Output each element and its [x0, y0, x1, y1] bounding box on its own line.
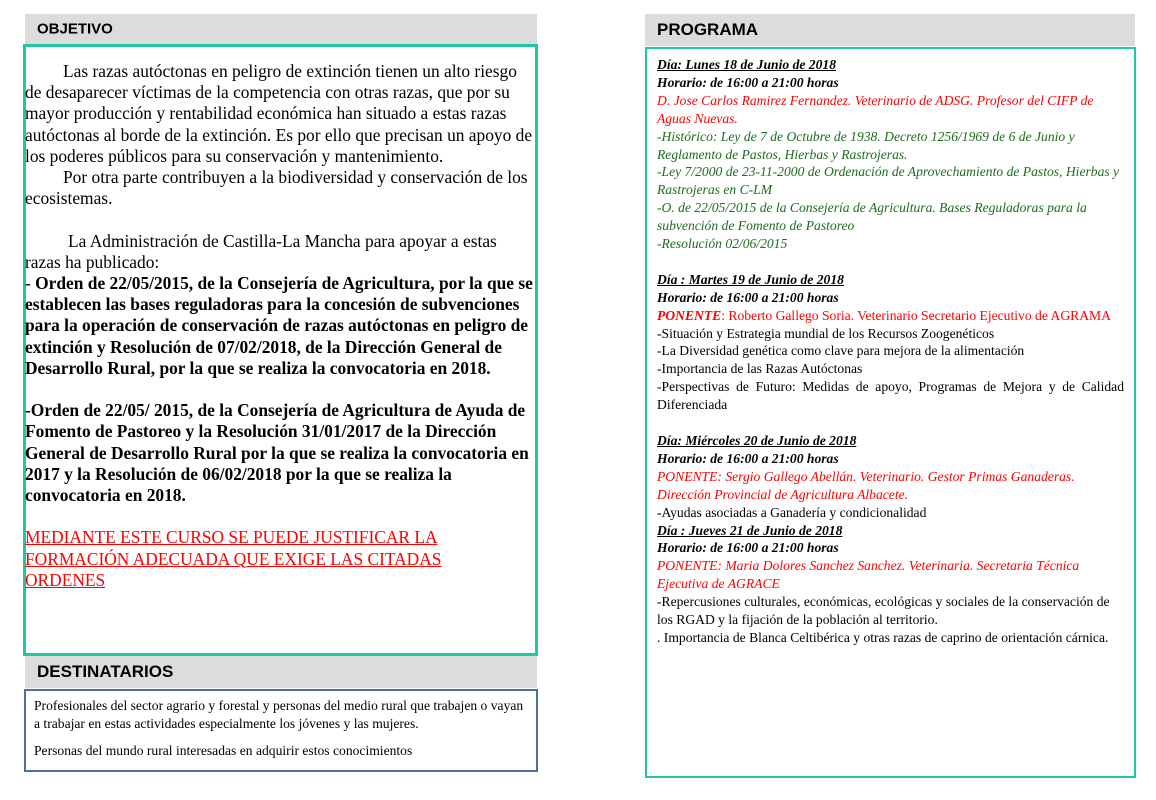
day-2-item-4: -Perspectivas de Futuro: Medidas de apoyo, Programas de Mejora y de Calidad Diferenciada [657, 379, 1124, 413]
objetivo-box [23, 44, 538, 656]
day-2-item-2: -La Diversidad genética como clave para mejora de la alimentación [657, 343, 1025, 359]
day-2-speaker-label: PONENTE [657, 307, 722, 323]
order-1-dash: - [25, 273, 36, 294]
day-4-item-1: -Repercusiones culturales, económicas, ecológicas y sociales de la conservación de los RGAD y la fijación de la población al territorio. [657, 594, 1110, 628]
justification-note: MEDIANTE ESTE CURSO SE PUEDE JUSTIFICAR LA FORMACIÓN ADECUADA QUE EXIGE LAS CITADAS ORDENES [25, 527, 442, 590]
programa-day-4 [657, 522, 1124, 647]
day-2-item-3: -Importancia de las Razas Autóctonas [657, 361, 863, 377]
programa-title: PROGRAMA [657, 20, 759, 39]
objetivo-paragraph-2: Por otra parte contribuyen a la biodiversidad y conservación de los ecosistemas. [25, 167, 528, 209]
day-1-date: Día: Lunes 18 de Junio de 2018 [657, 57, 836, 72]
day-2-speaker: PONENTE: Roberto Gallego Soria. Veterinario Secretario Ejecutivo de AGRAMA [657, 307, 1111, 323]
order-1-text: Orden de 22/05/2015, de la Consejería de Agricultura, por la que se establecen las bases reguladoras para la concesión de subvenciones para la operación de conservación de razas autóctonas en peligro de extinción y Resolución de 07/02/2018, de la Dirección General de Desarrollo Rural, por la que se realiza la convocatoria en 2018. [25, 273, 533, 378]
day-1-item-3: -O. de 22/05/2015 de la Consejería de Agricultura. Bases Reguladoras para la subvención de Fomento de Pastoreo [657, 200, 1087, 234]
day-2-date: Día : Martes 19 de Junio de 2018 [657, 271, 844, 287]
order-1 [25, 273, 535, 379]
programa-day-3 [657, 432, 1124, 522]
destinatarios-title: DESTINATARIOS [37, 662, 174, 681]
destinatarios-header [25, 656, 537, 688]
objetivo-title: OBJETIVO [37, 20, 113, 38]
day-1-speaker: D. Jose Carlos Ramirez Fernandez. Veterinario de ADSG. Profesor del CIFP de Aguas Nuevas. [657, 92, 1094, 126]
day-2-hours: Horario: de 16:00 a 21:00 horas [657, 289, 839, 305]
day-3-date: Día: Miércoles 20 de Junio de 2018 [657, 433, 857, 448]
day-1-item-4: -Resolución 02/06/2015 [657, 236, 788, 252]
destinatarios-paragraph-2: Personas del mundo rural interesadas en adquirir estos conocimientos [34, 742, 413, 758]
day-3-speaker: PONENTE: Sergio Gallego Abellán. Veterinario. Gestor Primas Ganaderas. Dirección Provincial de Agricultura Albacete. [657, 468, 1075, 502]
day-3-hours: Horario: de 16:00 a 21:00 horas [657, 450, 839, 466]
day-1-item-2: -Ley 7/2000 de 23-11-2000 de Ordenación de Aprovechamiento de Pastos, Hierbas y Rastrojeras en C-LM [657, 164, 1120, 198]
programa-box [645, 47, 1136, 778]
day-1-item-1: -Histórico: Ley de 7 de Octubre de 1938. Decreto 1256/1969 de 6 de Junio y Reglamento de Pastos, Hierbas y Rastrojeras. [657, 128, 1075, 162]
objetivo-paragraph-3: La Administración de Castilla-La Mancha para apoyar a estas razas ha publicado: [25, 230, 497, 272]
day-3-item-1: -Ayudas asociadas a Ganadería y condicionalidad [657, 504, 927, 520]
day-4-hours: Horario: de 16:00 a 21:00 horas [657, 540, 839, 556]
programa-header [645, 14, 1135, 46]
programa-day-1 [657, 56, 1124, 253]
programa-day-2 [657, 271, 1124, 414]
day-2-item-1: -Situación y Estrategia mundial de los Recursos Zoogenéticos [657, 325, 995, 341]
day-4-item-2: . Importancia de Blanca Celtibérica y otras razas de caprino de orientación cárnica. [657, 629, 1109, 645]
destinatarios-paragraph-1: Profesionales del sector agrario y forestal y personas del medio rural que trabajen o vayan a trabajar en estas actividades especialmente los jóvenes y las mujeres. [34, 698, 524, 731]
day-4-speaker: PONENTE: Maria Dolores Sanchez Sanchez. Veterinaria. Secretaria Técnica Ejecutiva de AGRACE [657, 558, 1080, 592]
objetivo-header [25, 14, 537, 44]
day-1-hours: Horario: de 16:00 a 21:00 horas [657, 74, 839, 90]
order-2: -Orden de 22/05/ 2015, de la Consejería de Agricultura de Ayuda de Fomento de Pastoreo y la Resolución 31/01/2017 de la Dirección General de Desarrollo Rural por la que se realiza la convocatoria en 2017 y la Resolución de 06/02/2018 por la que se realiza la convocatoria en 2018. [25, 400, 529, 506]
destinatarios-box [24, 689, 538, 772]
objetivo-paragraph-1: Las razas autóctonas en peligro de extinción tienen un alto riesgo de desaparecer víctimas de la competencia con otras razas, que por su mayor producción y rentabilidad económica han situado a estas razas autóctonas al borde de la extinción. Es por ello que precisan un apoyo de los poderes públicos para su conservación y mantenimiento. [25, 61, 533, 166]
day-4-date: Día : Jueves 21 de Junio de 2018 [657, 522, 843, 538]
